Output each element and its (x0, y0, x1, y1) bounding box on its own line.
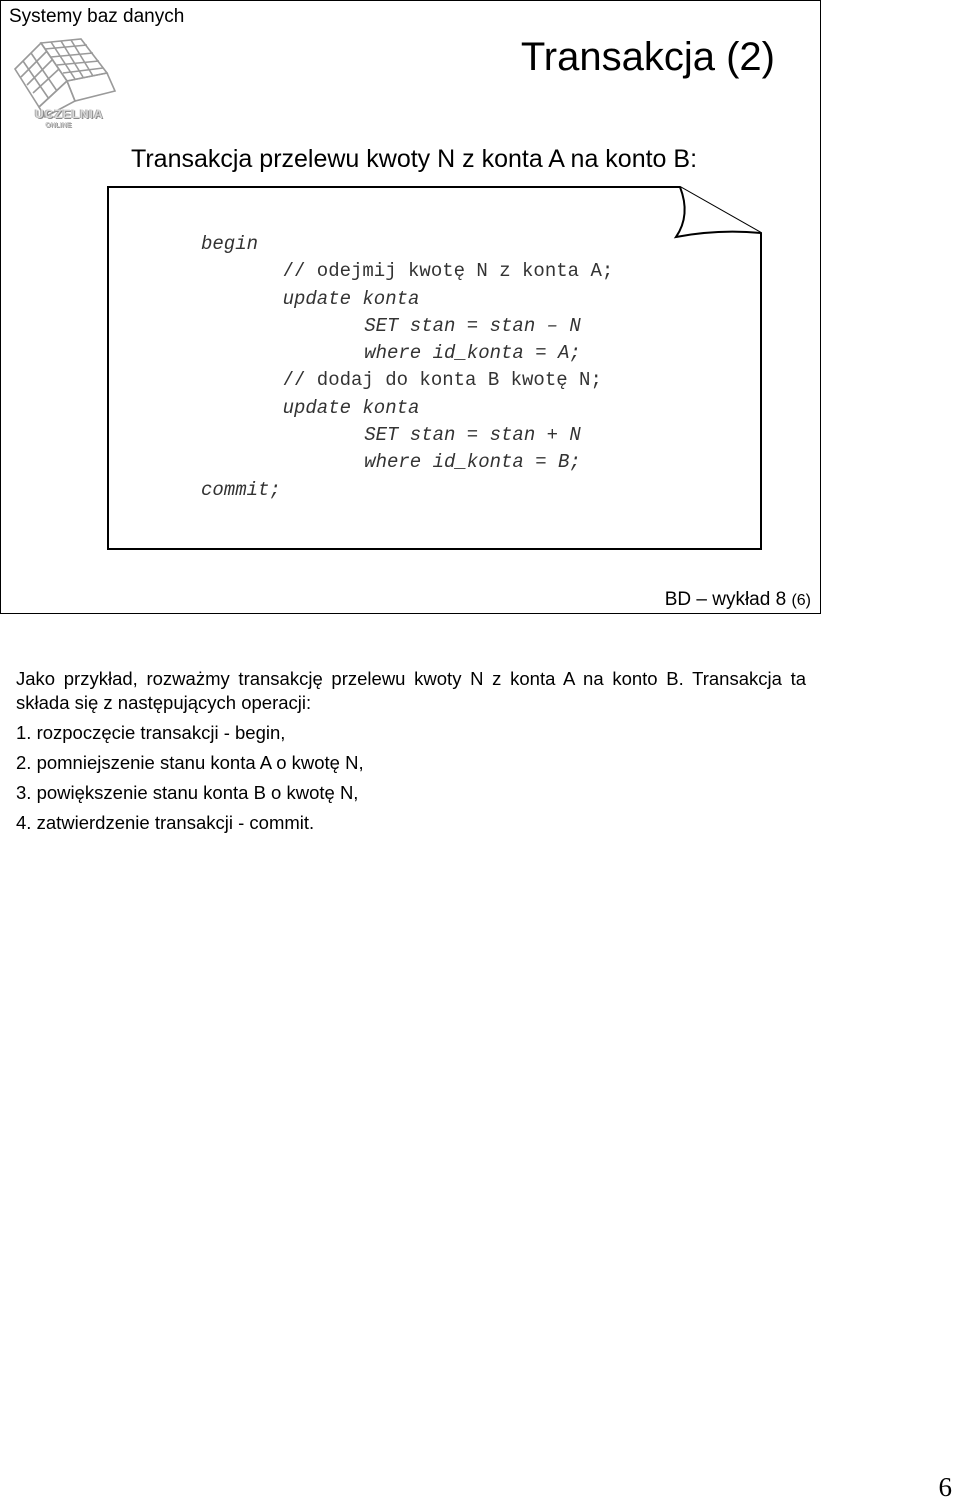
lecture-label: BD – wykład 8 (664, 589, 787, 610)
logo-subtext: ONLINE (45, 122, 72, 129)
slide-number: (6) (791, 592, 811, 609)
page-number: 6 (938, 1472, 952, 1502)
lecture-notes (16, 667, 806, 835)
slide-frame (0, 0, 821, 614)
code-block (201, 231, 613, 504)
code-line: where id_konta = A; (364, 342, 581, 365)
code-line: SET stan = stan + N (364, 424, 581, 447)
code-line: update konta (282, 396, 420, 419)
code-line: SET stan = stan – N (364, 314, 581, 337)
slide-subtitle: Transakcja przelewu kwoty N z konta A na konto B: (131, 145, 698, 173)
code-line: update konta (282, 287, 420, 310)
slide-title: Transakcja (2) (520, 35, 775, 79)
list-item: 3. powiększenie stanu konta B o kwotę N, (16, 782, 359, 803)
code-line: begin (201, 233, 259, 255)
notes-intro: Jako przykład, rozważmy transakcję przelewu kwoty N z konta A na konto B. Transakcja ta składa się z następujących operacji: (16, 668, 806, 713)
course-title: Systemy baz danych (9, 6, 185, 27)
code-line: // dodaj do konta B kwotę N; (282, 369, 602, 392)
list-item: 2. pomniejszenie stanu konta A o kwotę N, (16, 752, 364, 773)
slide-footer (665, 589, 811, 611)
code-line: commit; (201, 478, 281, 501)
code-line: where id_konta = B; (364, 451, 581, 474)
list-item: 1. rozpoczęcie transakcji - begin, (16, 722, 286, 743)
list-item: 4. zatwierdzenie transakcji - commit. (16, 812, 315, 833)
logo-text: UCZELNIA (35, 107, 104, 121)
code-line: // odejmij kwotę N z konta A; (282, 260, 614, 283)
